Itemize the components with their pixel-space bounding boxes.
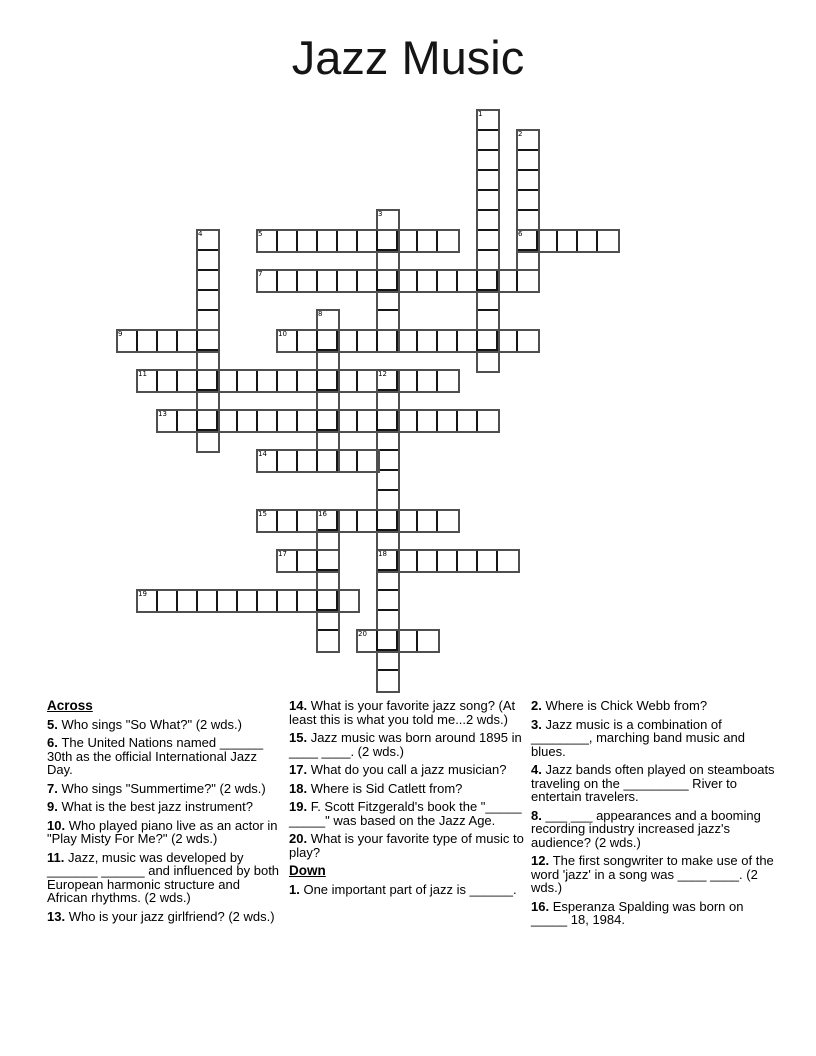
- grid-cell[interactable]: [378, 591, 398, 611]
- grid-cell[interactable]: [198, 391, 218, 411]
- grid-cell[interactable]: [398, 511, 418, 531]
- grid-cell[interactable]: [278, 591, 298, 611]
- clue-number: 10.: [47, 817, 69, 833]
- clue-number: 8.: [531, 807, 546, 823]
- clue-19: [289, 800, 525, 827]
- grid-cell[interactable]: [398, 631, 418, 651]
- grid-cell[interactable]: [158, 371, 178, 391]
- grid-cell[interactable]: [158, 591, 178, 611]
- grid-cell[interactable]: [598, 231, 618, 251]
- grid-cell[interactable]: [318, 271, 338, 291]
- cell-number: 8: [318, 310, 323, 318]
- clue-text: Jazz, music was developed by _______ ______ and influenced by both European harmonic structure and African rhythms. (2 wds.): [47, 849, 280, 905]
- clue-5: [47, 718, 283, 732]
- clue-7: [47, 782, 283, 796]
- cell-number: 15: [258, 510, 267, 518]
- grid-cell[interactable]: [298, 551, 318, 571]
- clues-heading-across: Across: [47, 698, 93, 713]
- clue-text: Esperanza Spalding was born on _____ 18, 1984.: [531, 898, 744, 927]
- clue-column-1: [47, 699, 283, 928]
- clue-number: 11.: [47, 849, 68, 865]
- cell-number: 6: [518, 230, 523, 238]
- grid-cell[interactable]: [438, 271, 458, 291]
- grid-cell[interactable]: [358, 511, 378, 531]
- clue-number: 6.: [47, 735, 62, 750]
- clue-number: 16.: [531, 898, 553, 914]
- clue-number: 1.: [289, 881, 304, 897]
- grid-cell[interactable]: [378, 431, 398, 451]
- clue-column-3: [531, 699, 781, 932]
- grid-cell[interactable]: [298, 271, 318, 291]
- grid-cell[interactable]: [258, 411, 278, 431]
- grid-cell[interactable]: [318, 411, 338, 431]
- cell-number: 18: [378, 550, 387, 558]
- grid-cell[interactable]: [158, 331, 178, 351]
- grid-cell[interactable]: [478, 351, 498, 371]
- clue-6: [47, 736, 283, 777]
- clue-text: What is your favorite jazz song? (At least this is what you told me...2 wds.): [289, 698, 516, 727]
- grid-cell[interactable]: [438, 331, 458, 351]
- grid-cell[interactable]: [378, 631, 398, 651]
- grid-cell[interactable]: [178, 591, 198, 611]
- clue-20: [289, 832, 525, 859]
- grid-cell[interactable]: [278, 271, 298, 291]
- grid-cell[interactable]: [318, 611, 338, 631]
- grid-cell[interactable]: [378, 451, 398, 471]
- clue-text: Jazz bands often played on steamboats traveling on the _________ River to entertain travelers.: [531, 762, 775, 804]
- grid-cell[interactable]: [438, 551, 458, 571]
- grid-cell[interactable]: [138, 331, 158, 351]
- grid-cell[interactable]: [478, 191, 498, 211]
- word-11-across: [136, 369, 460, 393]
- word-6-across: [516, 229, 620, 253]
- cell-number: 9: [118, 330, 123, 338]
- grid-cell[interactable]: [498, 331, 518, 351]
- clue-text: Who played piano live as an actor in "Play Misty For Me?" (2 wds.): [47, 817, 278, 846]
- grid-cell[interactable]: [398, 551, 418, 571]
- clue-column-2: [289, 699, 525, 901]
- grid-cell[interactable]: [178, 371, 198, 391]
- word-13-across: [156, 409, 500, 433]
- grid-cell[interactable]: [338, 271, 358, 291]
- clue-number: 3.: [531, 716, 546, 732]
- grid-cell[interactable]: [318, 351, 338, 371]
- grid-cell[interactable]: [218, 411, 238, 431]
- grid-cell[interactable]: [298, 231, 318, 251]
- grid-cell[interactable]: [278, 511, 298, 531]
- grid-cell[interactable]: [198, 431, 218, 451]
- grid-cell[interactable]: [318, 231, 338, 251]
- clue-text: Jazz music was born around 1895 in ____ ____. (2 wds.): [289, 730, 522, 759]
- clue-text: Who is your jazz girlfriend? (2 wds.): [68, 908, 275, 924]
- clue-3: [531, 718, 781, 759]
- clue-text: Jazz music is a combination of ________, marching band music and blues.: [531, 716, 745, 759]
- grid-cell[interactable]: [498, 551, 518, 571]
- grid-cell[interactable]: [418, 331, 438, 351]
- grid-cell[interactable]: [418, 411, 438, 431]
- grid-cell[interactable]: [498, 271, 518, 291]
- clue-14: [289, 699, 525, 726]
- grid-cell[interactable]: [518, 251, 538, 271]
- grid-cell[interactable]: [318, 551, 338, 571]
- clue-10: [47, 819, 283, 846]
- clue-2: [531, 699, 781, 713]
- grid-cell[interactable]: [218, 591, 238, 611]
- grid-cell[interactable]: [378, 331, 398, 351]
- clue-12: [531, 854, 781, 895]
- cell-number: 3: [378, 210, 383, 218]
- clue-number: 2.: [531, 698, 546, 713]
- grid-cell[interactable]: [298, 371, 318, 391]
- cell-number: 19: [138, 590, 147, 598]
- grid-cell[interactable]: [518, 331, 538, 351]
- grid-cell[interactable]: [378, 611, 398, 631]
- grid-cell[interactable]: [178, 411, 198, 431]
- grid-cell[interactable]: [378, 271, 398, 291]
- word-14-across: [256, 449, 380, 473]
- grid-cell[interactable]: [358, 231, 378, 251]
- clue-16: [531, 900, 781, 927]
- grid-cell[interactable]: [338, 331, 358, 351]
- cell-number: 7: [258, 270, 263, 278]
- grid-cell[interactable]: [338, 451, 358, 471]
- grid-cell[interactable]: [378, 511, 398, 531]
- grid-cell[interactable]: [218, 371, 238, 391]
- grid-cell[interactable]: [318, 591, 338, 611]
- clue-text: Where is Chick Webb from?: [545, 698, 708, 713]
- grid-cell[interactable]: [198, 271, 218, 291]
- clue-9: [47, 800, 283, 814]
- cell-number: 17: [278, 550, 287, 558]
- clue-1: [289, 883, 525, 897]
- grid-cell[interactable]: [378, 531, 398, 551]
- grid-cell[interactable]: [378, 491, 398, 511]
- clue-number: 13.: [47, 908, 69, 924]
- grid-cell[interactable]: [458, 551, 478, 571]
- grid-cell[interactable]: [518, 271, 538, 291]
- grid-cell[interactable]: [478, 291, 498, 311]
- grid-cell[interactable]: [478, 211, 498, 231]
- clue-text: F. Scott Fitzgerald's book the "_____ _____" was based on the Jazz Age.: [289, 799, 522, 828]
- grid-cell[interactable]: [178, 331, 198, 351]
- grid-cell[interactable]: [418, 511, 438, 531]
- clue-text: Who sings "Summertime?" (2 wds.): [61, 780, 266, 796]
- clue-text: ___ ___ appearances and a booming recording industry increased jazz's audience? (2 wds.): [531, 807, 761, 850]
- word-7-across: [256, 269, 540, 293]
- word-16-down: [316, 509, 340, 653]
- cell-number: 16: [318, 510, 327, 518]
- grid-cell[interactable]: [318, 531, 338, 551]
- clue-number: 5.: [47, 716, 62, 732]
- clue-text: What do you call a jazz musician?: [310, 762, 507, 777]
- grid-cell[interactable]: [278, 411, 298, 431]
- grid-cell[interactable]: [418, 271, 438, 291]
- clue-number: 4.: [531, 762, 546, 777]
- clue-number: 7.: [47, 780, 62, 796]
- grid-cell[interactable]: [358, 371, 378, 391]
- word-10-across: [276, 329, 540, 353]
- grid-cell[interactable]: [298, 411, 318, 431]
- grid-cell[interactable]: [518, 191, 538, 211]
- clue-text: The United Nations named ______ 30th as the official International Jazz Day.: [47, 735, 264, 777]
- grid-cell[interactable]: [198, 371, 218, 391]
- grid-cell[interactable]: [378, 291, 398, 311]
- grid-cell[interactable]: [198, 411, 218, 431]
- grid-cell[interactable]: [558, 231, 578, 251]
- grid-cell[interactable]: [478, 231, 498, 251]
- grid-cell[interactable]: [358, 451, 378, 471]
- page-title: Jazz Music: [291, 31, 525, 84]
- cell-number: 4: [198, 230, 203, 238]
- grid-cell[interactable]: [478, 411, 498, 431]
- grid-cell[interactable]: [198, 291, 218, 311]
- grid-cell[interactable]: [298, 451, 318, 471]
- cell-number: 14: [258, 450, 267, 458]
- grid-cell[interactable]: [338, 591, 358, 611]
- clue-18: [289, 782, 525, 796]
- grid-cell[interactable]: [318, 631, 338, 651]
- grid-cell[interactable]: [478, 151, 498, 171]
- grid-cell[interactable]: [278, 231, 298, 251]
- cell-number: 12: [378, 370, 387, 378]
- grid-cell[interactable]: [438, 371, 458, 391]
- cell-number: 5: [258, 230, 263, 238]
- grid-cell[interactable]: [338, 411, 358, 431]
- grid-cell[interactable]: [318, 331, 338, 351]
- grid-cell[interactable]: [318, 451, 338, 471]
- grid-cell[interactable]: [378, 471, 398, 491]
- grid-cell[interactable]: [478, 271, 498, 291]
- grid-cell[interactable]: [398, 411, 418, 431]
- cell-number: 10: [278, 330, 287, 338]
- grid-cell[interactable]: [258, 371, 278, 391]
- grid-cell[interactable]: [198, 331, 218, 351]
- cell-number: 1: [478, 110, 483, 118]
- grid-cell[interactable]: [458, 271, 478, 291]
- grid-cell[interactable]: [338, 511, 358, 531]
- grid-cell[interactable]: [238, 411, 258, 431]
- grid-cell[interactable]: [318, 571, 338, 591]
- clue-number: 12.: [531, 853, 553, 868]
- grid-cell[interactable]: [378, 391, 398, 411]
- word-18-across: [376, 549, 520, 573]
- grid-cell[interactable]: [318, 391, 338, 411]
- clue-13: [47, 910, 283, 924]
- grid-cell[interactable]: [378, 411, 398, 431]
- cell-number: 20: [358, 630, 367, 638]
- clues-heading-down: Down: [289, 863, 326, 878]
- grid-cell[interactable]: [298, 331, 318, 351]
- grid-cell[interactable]: [278, 371, 298, 391]
- grid-cell[interactable]: [318, 371, 338, 391]
- clue-text: What is your favorite type of music to play?: [289, 831, 524, 860]
- grid-cell[interactable]: [238, 371, 258, 391]
- clue-number: 20.: [289, 831, 311, 846]
- clue-11: [47, 851, 283, 905]
- grid-cell[interactable]: [478, 171, 498, 191]
- clue-text: Where is Sid Catlett from?: [310, 780, 463, 796]
- word-9-across: [116, 329, 220, 353]
- cell-number: 13: [158, 410, 167, 418]
- grid-cell[interactable]: [298, 511, 318, 531]
- grid-cell[interactable]: [378, 251, 398, 271]
- grid-cell[interactable]: [478, 251, 498, 271]
- clue-text: The first songwriter to make use of the word 'jazz' in a song was ____ ____. (2 wds.): [531, 853, 774, 895]
- word-20-across: [356, 629, 440, 653]
- clue-4: [531, 763, 781, 804]
- cell-number: 2: [518, 130, 523, 138]
- clue-number: 19.: [289, 799, 311, 814]
- grid-cell[interactable]: [198, 311, 218, 331]
- grid-cell[interactable]: [318, 431, 338, 451]
- grid-cell[interactable]: [478, 551, 498, 571]
- grid-cell[interactable]: [418, 551, 438, 571]
- grid-cell[interactable]: [298, 591, 318, 611]
- clue-number: 9.: [47, 799, 62, 814]
- clue-number: 17.: [289, 762, 311, 777]
- grid-cell[interactable]: [478, 131, 498, 151]
- word-19-across: [136, 589, 360, 613]
- grid-cell[interactable]: [398, 271, 418, 291]
- grid-cell[interactable]: [398, 371, 418, 391]
- grid-cell[interactable]: [438, 511, 458, 531]
- grid-cell[interactable]: [438, 231, 458, 251]
- grid-cell[interactable]: [518, 151, 538, 171]
- grid-cell[interactable]: [258, 591, 278, 611]
- grid-cell[interactable]: [418, 631, 438, 651]
- grid-cell[interactable]: [378, 671, 398, 691]
- grid-cell[interactable]: [278, 451, 298, 471]
- grid-cell[interactable]: [398, 331, 418, 351]
- grid-cell[interactable]: [378, 311, 398, 331]
- clue-text: What is the best jazz instrument?: [61, 799, 253, 814]
- grid-cell[interactable]: [378, 231, 398, 251]
- clue-15: [289, 731, 525, 758]
- grid-cell[interactable]: [358, 271, 378, 291]
- grid-cell[interactable]: [378, 571, 398, 591]
- grid-cell[interactable]: [398, 231, 418, 251]
- clue-text: Who sings "So What?" (2 wds.): [61, 716, 242, 732]
- cell-number: 11: [138, 370, 147, 378]
- grid-cell[interactable]: [198, 251, 218, 271]
- clue-number: 14.: [289, 698, 311, 713]
- grid-cell[interactable]: [338, 231, 358, 251]
- grid-cell[interactable]: [418, 371, 438, 391]
- grid-cell[interactable]: [338, 371, 358, 391]
- grid-cell[interactable]: [458, 411, 478, 431]
- grid-cell[interactable]: [358, 331, 378, 351]
- grid-cell[interactable]: [578, 231, 598, 251]
- clue-text: One important part of jazz is ______.: [303, 881, 517, 897]
- word-15-across: [256, 509, 460, 533]
- grid-cell[interactable]: [458, 331, 478, 351]
- grid-cell[interactable]: [518, 171, 538, 191]
- grid-cell[interactable]: [198, 351, 218, 371]
- word-5-across: [256, 229, 460, 253]
- clue-number: 18.: [289, 780, 311, 796]
- grid-cell[interactable]: [538, 231, 558, 251]
- clue-17: [289, 763, 525, 777]
- grid-cell[interactable]: [198, 591, 218, 611]
- grid-cell[interactable]: [438, 411, 458, 431]
- grid-cell[interactable]: [418, 231, 438, 251]
- grid-cell[interactable]: [478, 311, 498, 331]
- grid-cell[interactable]: [518, 211, 538, 231]
- grid-cell[interactable]: [358, 411, 378, 431]
- clue-8: [531, 809, 781, 850]
- clue-number: 15.: [289, 730, 311, 745]
- grid-cell[interactable]: [478, 331, 498, 351]
- grid-cell[interactable]: [238, 591, 258, 611]
- grid-cell[interactable]: [378, 651, 398, 671]
